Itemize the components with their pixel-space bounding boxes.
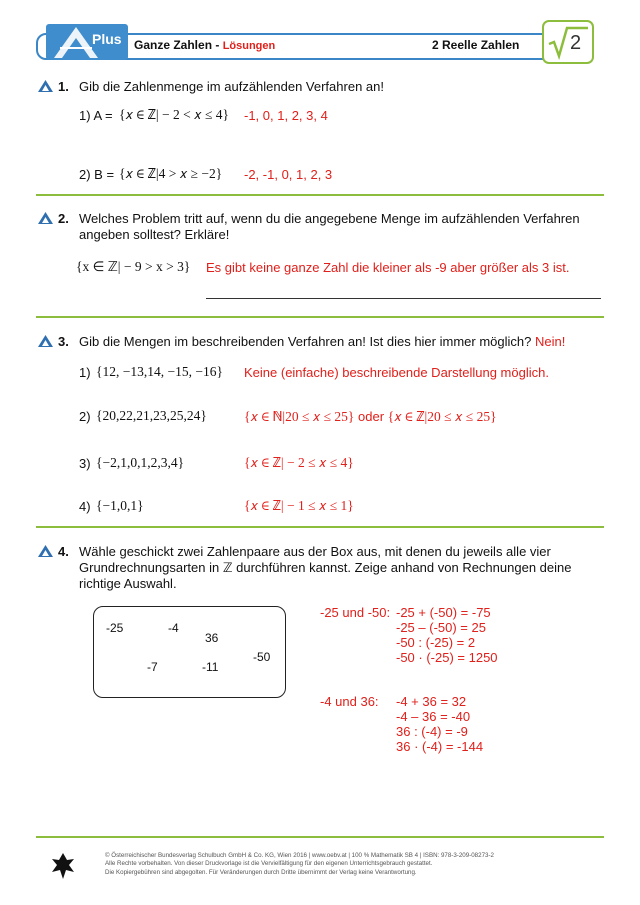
- separator: [36, 316, 604, 318]
- q1a-set: {𝑥 ∈ ℤ| − 2 < 𝑥 ≤ 4}: [119, 107, 229, 122]
- q1-question: Gib die Zahlenmenge im aufzählenden Verfahren an!: [79, 79, 384, 94]
- q4-question-line3: richtige Auswahl.: [79, 576, 177, 591]
- q3-item2-set: {20,22,21,23,25,24}: [96, 408, 207, 423]
- pair1-calc: -50 : (-25) = 2: [396, 635, 476, 650]
- q3-item4-label: 4): [79, 499, 91, 514]
- task-triangle-icon: [38, 212, 53, 224]
- q3-item3-label: 3): [79, 456, 91, 471]
- q1-number: 1.: [58, 79, 69, 94]
- footer-copyright: © Österreichischer Bundesverlag Schulbuch GmbH & Co. KG, Wien 2016 | www.oebv.at | 100 % Mathematik SB 4 | ISBN: 978-3-209-08273-2 Alle Rechte vorbehalten. Von dieser Druckvorlage ist die Vervielfältigung für den eigenen Unterrichtsgebrauch gestattet. Die Kopiergebühren sind abgegolten. Für Veränderungen durch Dritte übernimmt der Verlag keine Verantwortung.: [105, 852, 494, 876]
- q3-number: 3.: [58, 334, 69, 349]
- q3-item2-label: 2): [79, 409, 91, 424]
- q1a-answer: -1, 0, 1, 2, 3, 4: [244, 108, 328, 123]
- pair2-calc: -4 + 36 = 32: [396, 694, 467, 709]
- q3-item4-set: {−1,0,1}: [96, 498, 144, 513]
- separator: [36, 836, 604, 838]
- q1b-label: 2) B =: [79, 167, 115, 182]
- answer-line: [206, 298, 601, 299]
- pair2-calc: 36 : (-4) = -9: [396, 724, 468, 739]
- box-number: -11: [202, 660, 219, 674]
- q3-item1-set: {12, −13,14, −15, −16}: [96, 364, 223, 379]
- q2-number: 2.: [58, 211, 69, 226]
- chapter-title: 2 Reelle Zahlen: [432, 38, 520, 52]
- plus-logo-text: Plus: [92, 31, 122, 47]
- page-subtitle: Lösungen: [222, 40, 276, 52]
- pair1-label: -25 und -50:: [320, 605, 391, 620]
- q3-item4-answer: {𝑥 ∈ ℤ| − 1 ≤ 𝑥 ≤ 1}: [244, 498, 354, 513]
- box-number: -50: [253, 650, 271, 664]
- q3-item1-answer: Keine (einfache) beschreibende Darstellung möglich.: [244, 365, 549, 380]
- pair2-label: -4 und 36:: [320, 694, 379, 709]
- q3-item1-label: 1): [79, 365, 91, 380]
- task-triangle-icon: [38, 335, 53, 347]
- q2-answer: Es gibt keine ganze Zahl die kleiner als -9 aber größer als 3 ist.: [206, 260, 570, 275]
- q3-item3-answer: {𝑥 ∈ ℤ| − 2 ≤ 𝑥 ≤ 4}: [244, 455, 354, 470]
- q3-question-answer: Nein!: [534, 334, 566, 349]
- sqrt-icon: [540, 18, 596, 66]
- plus-logo: [46, 24, 128, 60]
- separator: [36, 194, 604, 196]
- q4-number: 4.: [58, 544, 69, 559]
- box-number: -4: [168, 621, 179, 635]
- q1b-set: {𝑥 ∈ ℤ|4 > 𝑥 ≥ −2}: [119, 166, 223, 181]
- publisher-logo-icon: [50, 851, 76, 881]
- pair2-calc: -4 – 36 = -40: [396, 709, 471, 724]
- sqrt-badge-number: 2: [570, 32, 582, 54]
- q3-item2-answer: {𝑥 ∈ ℕ|20 ≤ 𝑥 ≤ 25} oder {𝑥 ∈ ℤ|20 ≤ 𝑥 ≤ 25}: [244, 409, 497, 424]
- q1b-answer: -2, -1, 0, 1, 2, 3: [244, 167, 333, 182]
- q2-question-line1: Welches Problem tritt auf, wenn du die angegebene Menge im aufzählenden Verfahren: [79, 211, 580, 226]
- q4-question-line1: Wähle geschickt zwei Zahlenpaare aus der Box aus, mit denen du jeweils alle vier: [79, 544, 551, 559]
- box-number: -25: [106, 621, 124, 635]
- page-title: Ganze Zahlen - Lösungen: [134, 38, 276, 52]
- q3-item3-set: {−2,1,0,1,2,3,4}: [96, 455, 185, 470]
- box-number: 36: [205, 631, 219, 645]
- pair2-calc: 36 · (-4) = -144: [396, 739, 484, 754]
- q4-question-line2: Grundrechnungsarten in ℤ durchführen kannst. Zeige anhand von Rechnungen deine: [79, 560, 572, 575]
- task-triangle-icon: [38, 545, 53, 557]
- q2-set: {x ∈ ℤ| − 9 > x > 3}: [76, 259, 191, 274]
- q2-question-line2: angeben solltest? Erkläre!: [79, 227, 230, 242]
- task-triangle-icon: [38, 80, 53, 92]
- pair1-calc: -25 – (-50) = 25: [396, 620, 486, 635]
- q1a-label: 1) A =: [79, 108, 113, 123]
- pair1-calc: -25 + (-50) = -75: [396, 605, 491, 620]
- box-number: -7: [147, 660, 158, 674]
- sqrt-badge: [540, 18, 596, 66]
- q3-question: Gib die Mengen im beschreibenden Verfahren an! Ist dies hier immer möglich? Nein!: [79, 334, 566, 349]
- separator: [36, 526, 604, 528]
- pair1-calc: -50 · (-25) = 1250: [396, 650, 498, 665]
